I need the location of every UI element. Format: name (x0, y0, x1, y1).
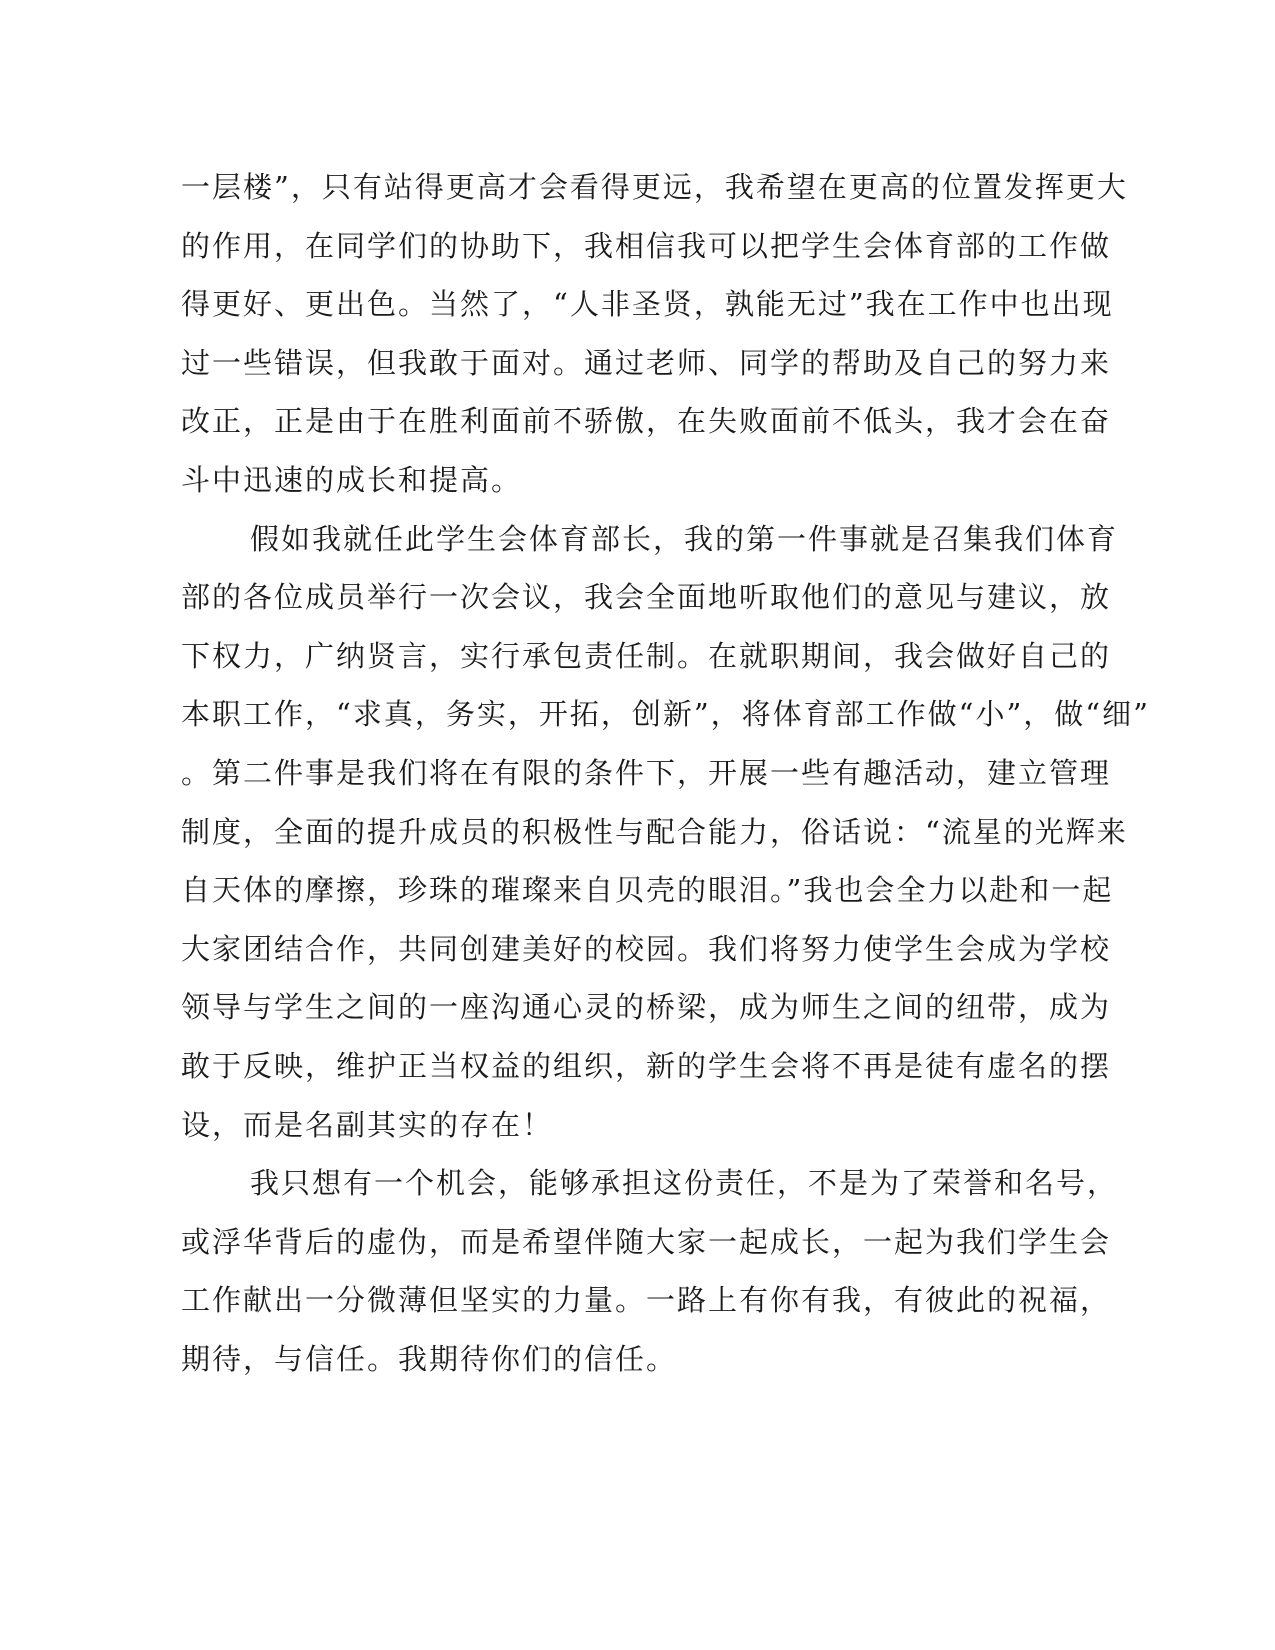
paragraph-first-line: 假如我就任此学生会体育部长，我的第一件事就是召集我们体育 (250, 521, 1119, 556)
text-line: 自天体的摩擦，珍珠的璀璨来自贝壳的眼泪。”我也会全力以赴和一起 (181, 873, 1114, 908)
text-line: 工作献出一分微薄但坚实的力量。一路上有你有我，有彼此的祝福， (181, 1283, 1112, 1318)
text-line: 改正，正是由于在胜利面前不骄傲，在失败面前不低头，我才会在奋 (181, 404, 1112, 439)
text-line: 本职工作，“求真，务实，开拓，创新”，将体育部工作做“小”，做“细” (181, 697, 1150, 732)
text-line: 敢于反映，维护正当权益的组织，新的学生会将不再是徒有虚名的摆 (181, 1048, 1112, 1083)
text-line: 大家团结合作，共同创建美好的校园。我们将努力使学生会成为学校 (181, 931, 1112, 966)
text-line: 设，而是名副其实的存在！ (181, 1107, 554, 1142)
text-line: 制度，全面的提升成员的积极性与配合能力，俗话说：“流星的光辉来 (181, 814, 1128, 849)
text-line: 部的各位成员举行一次会议，我会全面地听取他们的意见与建议，放 (181, 580, 1112, 615)
text-line: 过一些错误，但我敢于面对。通过老师、同学的帮助及自己的努力来 (181, 345, 1112, 380)
text-line: 斗中迅速的成长和提高。 (181, 462, 523, 497)
text-line: 或浮华背后的虚伪，而是希望伴随大家一起成长，一起为我们学生会 (181, 1224, 1112, 1259)
document-body (181, 158, 1150, 1388)
text-line: 得更好、更出色。当然了，“人非圣贤，孰能无过”我在工作中也出现 (181, 287, 1114, 322)
text-line: 下权力，广纳贤言，实行承包责任制。在就职期间，我会做好自己的 (181, 638, 1112, 673)
text-line: 。第二件事是我们将在有限的条件下，开展一些有趣活动，建立管理 (181, 755, 1112, 790)
text-line: 期待，与信任。我期待你们的信任。 (181, 1341, 678, 1376)
text-line: 领导与学生之间的一座沟通心灵的桥梁，成为师生之间的纽带，成为 (181, 990, 1112, 1025)
text-line: 的作用，在同学们的协助下，我相信我可以把学生会体育部的工作做 (181, 228, 1112, 263)
text-line: 一层楼”，只有站得更高才会看得更远，我希望在更高的位置发挥更大 (181, 170, 1128, 204)
paragraph-first-line: 我只想有一个机会，能够承担这份责任，不是为了荣誉和名号， (250, 1166, 1119, 1201)
